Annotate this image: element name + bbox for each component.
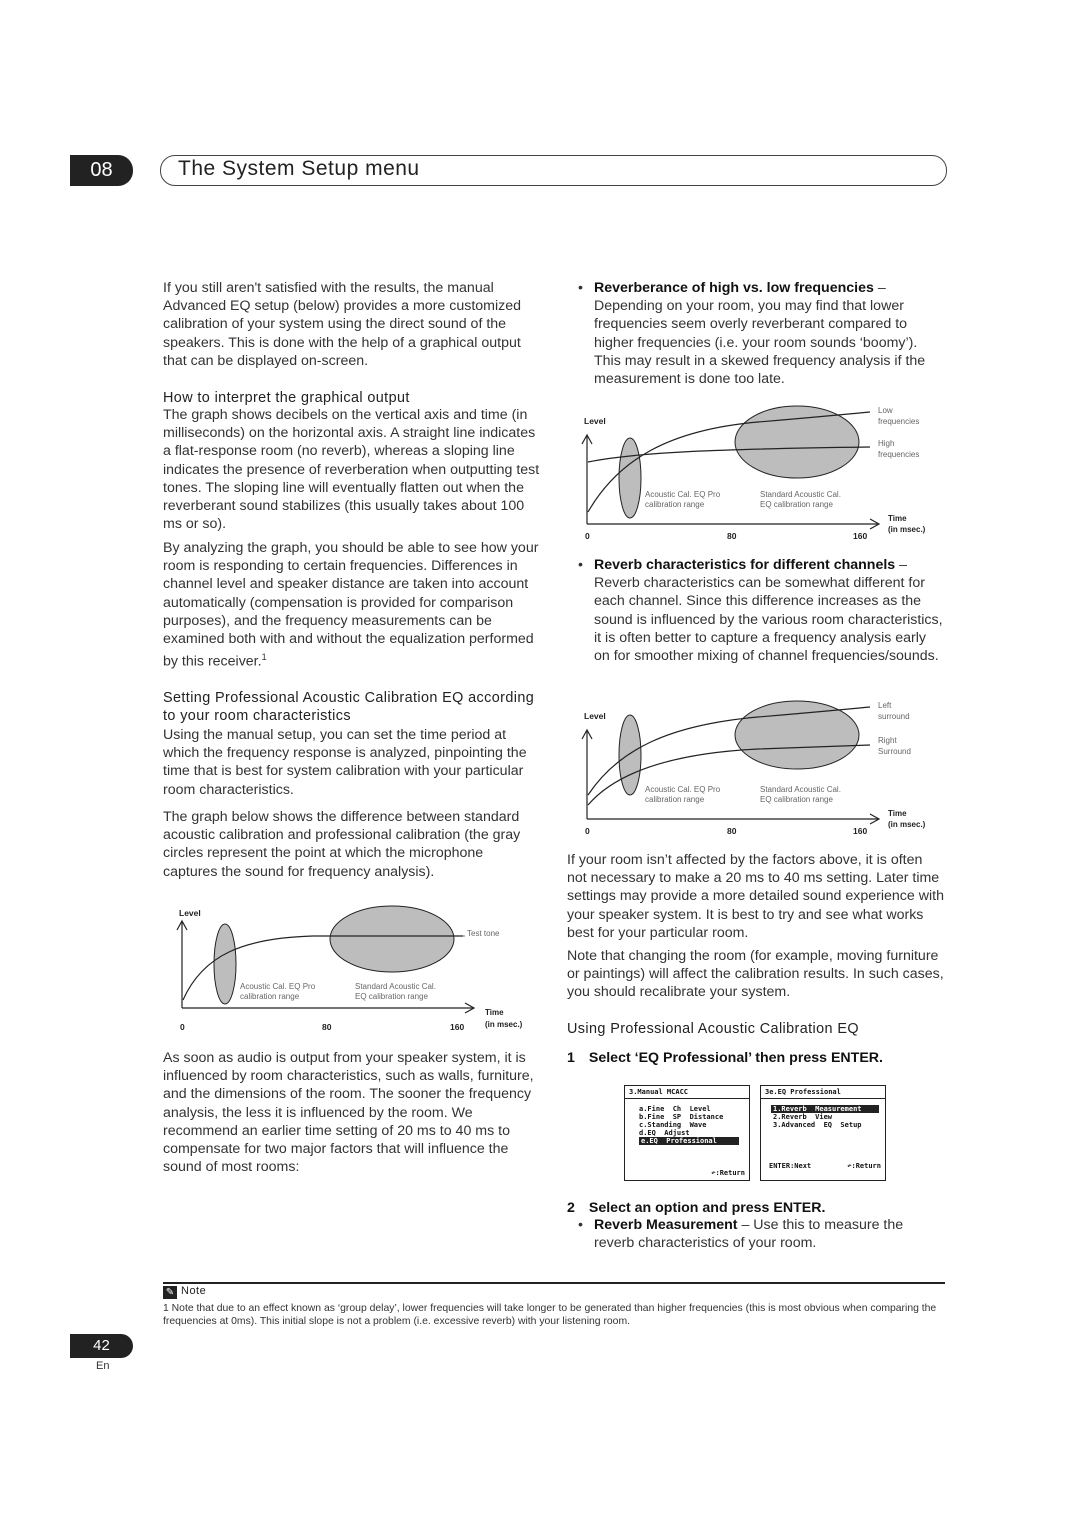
tick-160: 160 xyxy=(853,531,868,541)
std-range-label-2: EQ calibration range xyxy=(355,992,428,1001)
low-label-1: Low xyxy=(878,406,893,415)
tick-0: 0 xyxy=(180,1022,185,1032)
manual-setup-paragraph: Using the manual setup, you can set the time period at which the frequency response is analyzed, pinpointing the time that is best for system calibration with your particular room characteristics. xyxy=(163,727,527,798)
high-label-1: High xyxy=(878,439,895,448)
note-divider xyxy=(163,1282,945,1284)
standard-calibration-circle xyxy=(735,406,859,478)
pro-range-label-1: Acoustic Cal. EQ Pro xyxy=(645,785,721,794)
x-axis-label: Time xyxy=(888,809,907,818)
pro-calibration-circle xyxy=(619,715,641,795)
y-axis-label: Level xyxy=(179,908,201,918)
tick-80: 80 xyxy=(727,531,737,541)
pro-range-label-2: calibration range xyxy=(645,500,705,509)
intro-paragraph: If you still aren't satisfied with the results, the manual Advanced EQ setup (below) provides a more customized calibration of your system using the direct sound of the speakers. This is done with the help of a graphical output that can be displayed on-screen. xyxy=(163,280,522,369)
heading-using-pro-eq: Using Professional Acoustic Calibration EQ xyxy=(567,1021,859,1037)
return-icon: ↶ xyxy=(711,1169,716,1177)
osd-return[interactable]: ↶:Return xyxy=(847,1162,881,1170)
pro-calibration-circle xyxy=(214,924,236,1004)
osd-item-advanced-eq-setup[interactable]: 3.Advanced EQ Setup xyxy=(773,1121,862,1129)
high-label-2: frequencies xyxy=(878,450,920,459)
step-2: 2 Select an option and press ENTER. xyxy=(567,1200,826,1216)
analyze-paragraph: By analyzing the graph, you should be able to see how your room is responding to certain frequencies. Differences in channel level and speaker distance are taken into account automatically (compensation is provided for comparison purposes), and the frequency measurements can be examined both with and without the equalization performed by this receiver.$^1$ xyxy=(163,540,539,670)
tick-0: 0 xyxy=(585,826,590,836)
pro-calibration-circle xyxy=(619,438,641,518)
std-range-label-1: Standard Acoustic Cal. xyxy=(355,982,436,991)
calibration-graph-surround xyxy=(578,695,948,840)
right-label-1: Right xyxy=(878,736,897,745)
heading-interpret-graph: How to interpret the graphical output xyxy=(163,390,410,406)
heading-setting-pro-eq: Setting Professional Acoustic Calibration EQ according to your room characteristics xyxy=(163,690,535,725)
left-label-1: Left xyxy=(878,701,892,710)
pro-range-label-1: Acoustic Cal. EQ Pro xyxy=(645,490,721,499)
std-range-label-1: Standard Acoustic Cal. xyxy=(760,785,841,794)
bullet-reverb-channels: • Reverb characteristics for different channels – Reverb characteristics can be somewhat different for each channel. Since this difference increases as the sound is influenced by the various room characteristics, it is often better to capture a frequency analysis early on for smoother mixing of channel frequencies/sounds. xyxy=(578,557,943,665)
tick-0: 0 xyxy=(585,531,590,541)
footnote: 1 Note that due to an effect known as ‘group delay’, lower frequencies will take longer to be generated than higher frequencies (this is most obvious when comparing the frequencies at 0ms). This initial slope is not a problem (i.e. excessive reverb) with your listening room. xyxy=(163,1303,937,1327)
calibration-graph-test-tone xyxy=(163,900,543,1035)
chapter-title: The System Setup menu xyxy=(178,157,420,180)
bullet-reverberance: • Reverberance of high vs. low frequencies – Depending on your room, you may find that lower frequencies seem overly reverberant compared to higher frequencies (i.e. your room sounds ‘boomy’). This may result in a skewed frequency analysis if the measurement is done too late. xyxy=(578,280,926,388)
tick-80: 80 xyxy=(322,1022,332,1032)
x-axis-unit: (in msec.) xyxy=(888,525,926,534)
osd-eq-professional xyxy=(760,1085,886,1181)
osd-return[interactable]: ↶:Return xyxy=(711,1169,745,1177)
osd-manual-mcacc xyxy=(624,1085,750,1181)
graph-below-paragraph: The graph below shows the difference between standard acoustic calibration and professional calibration (the gray circles represent the point at which the microphone captures the sound for frequency analysis). xyxy=(163,809,521,880)
y-axis-label: Level xyxy=(584,416,606,426)
osd-item-eq-professional[interactable]: e.EQ Professional xyxy=(639,1137,739,1145)
std-range-label-2: EQ calibration range xyxy=(760,500,833,509)
osd-item-reverb-view[interactable]: 2.Reverb View xyxy=(773,1113,833,1121)
bullet-reverb-measurement: • Reverb Measurement – Use this to measure the reverb characteristics of your room. xyxy=(578,1217,904,1252)
return-icon: ↶ xyxy=(847,1162,852,1170)
std-range-label-2: EQ calibration range xyxy=(760,795,833,804)
tick-80: 80 xyxy=(727,826,737,836)
x-axis-unit: (in msec.) xyxy=(485,1020,523,1029)
pro-range-label-2: calibration range xyxy=(240,992,300,1001)
changing-room-paragraph: Note that changing the room (for example, moving furniture or paintings) will affect the calibration results. In such cases, you should recalibrate your system. xyxy=(567,948,944,1001)
page-number: 42 xyxy=(70,1334,133,1358)
osd-item-standing-wave[interactable]: c.Standing Wave xyxy=(639,1121,707,1129)
test-tone-label: Test tone xyxy=(467,929,500,938)
x-axis-unit: (in msec.) xyxy=(888,820,926,829)
standard-calibration-circle xyxy=(735,701,859,769)
step-1: 1 Select ‘EQ Professional’ then press ENTER. xyxy=(567,1050,883,1066)
pro-range-label-2: calibration range xyxy=(645,795,705,804)
low-label-2: frequencies xyxy=(878,417,920,426)
y-axis-label: Level xyxy=(584,711,606,721)
osd-enter-next[interactable]: ENTER:Next xyxy=(769,1162,812,1170)
osd-item-fine-ch-level[interactable]: a.Fine Ch Level xyxy=(639,1105,711,1113)
tick-160: 160 xyxy=(450,1022,465,1032)
osd-item-fine-sp-distance[interactable]: b.Fine SP Distance xyxy=(639,1113,724,1121)
std-range-label-1: Standard Acoustic Cal. xyxy=(760,490,841,499)
chapter-number: 08 xyxy=(70,155,133,186)
osd-item-eq-adjust[interactable]: d.EQ Adjust xyxy=(639,1129,690,1137)
calibration-graph-frequencies xyxy=(578,400,948,545)
x-axis-label: Time xyxy=(888,514,907,523)
audio-output-paragraph: As soon as audio is output from your speaker system, it is influenced by room characteristics, such as walls, furniture, and the dimensions of the room. The sooner the frequency analysis, the less it is influenced by the room. We recommend an earlier time setting of 20 ms to 40 ms to compensate for two major factors that will influence the sound of most rooms: xyxy=(163,1050,534,1176)
osd-title: 3e.EQ Professional xyxy=(761,1086,885,1099)
interpret-paragraph: The graph shows decibels on the vertical axis and time (in milliseconds) on the horizontal axis. A straight line indicates a flat-response room (no reverb), whereas a sloping line indicates the presence of reverberation when outputting test tones. The sloping line will eventually flatten out when the reverberant sound stabilizes (this usually takes about 100 ms or so). xyxy=(163,407,540,533)
language-code: En xyxy=(96,1360,110,1372)
tick-160: 160 xyxy=(853,826,868,836)
osd-item-reverb-measurement[interactable]: 1.Reverb Measurement xyxy=(771,1105,879,1113)
footnote-ref: 1 xyxy=(261,652,267,663)
x-axis-label: Time xyxy=(485,1008,504,1017)
right-label-2: Surround xyxy=(878,747,911,756)
left-label-2: surround xyxy=(878,712,910,721)
standard-calibration-circle xyxy=(330,906,454,972)
note-label: Note xyxy=(181,1285,207,1297)
pro-range-label-1: Acoustic Cal. EQ Pro xyxy=(240,982,316,991)
osd-title: 3.Manual MCACC xyxy=(625,1086,749,1099)
not-affected-paragraph: If your room isn’t affected by the factors above, it is often not necessary to make a 20 ms to 40 ms setting. Later time settings may provide a more detailed sound experience with your speaker system. It is best to try and see what works best for your particular room. xyxy=(567,852,944,941)
note-pencil-icon: ✎ xyxy=(163,1286,177,1299)
